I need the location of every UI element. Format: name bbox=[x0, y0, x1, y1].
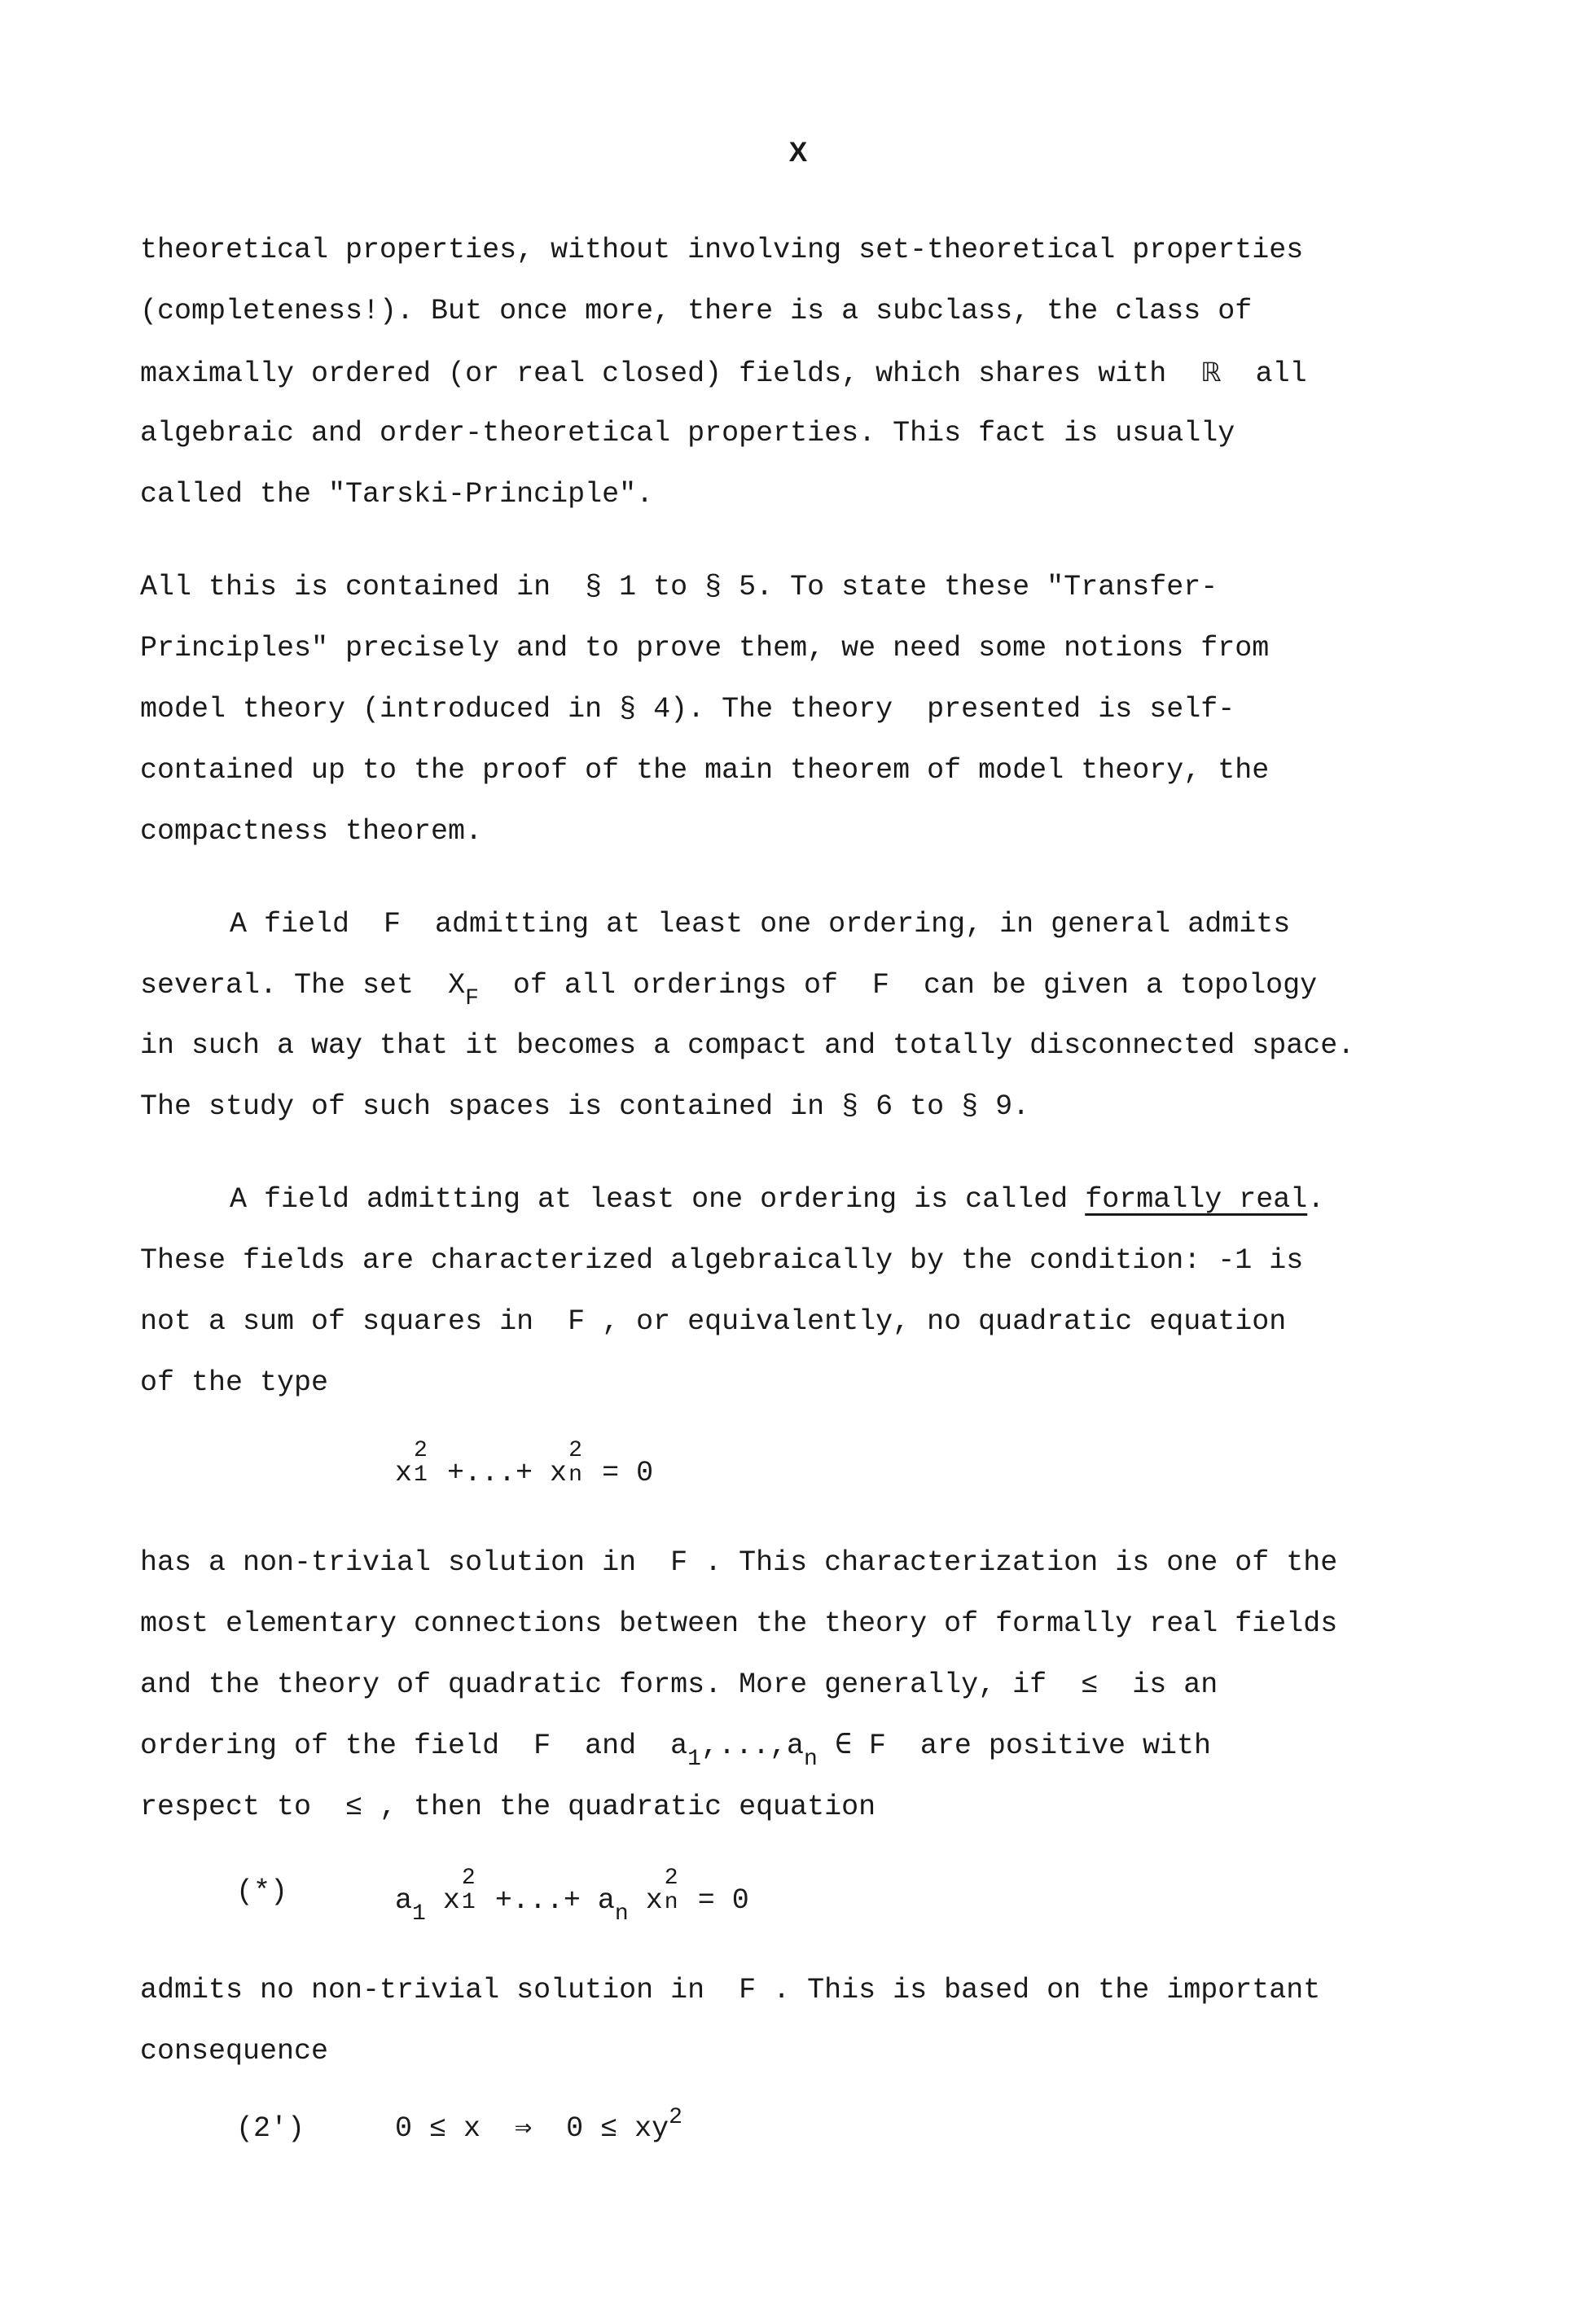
text-line bbox=[140, 1730, 1211, 1772]
text-line: A field admitting at least one ordering is called formally real. bbox=[230, 1183, 1325, 1216]
text-segment: ordering of the field F and bbox=[140, 1730, 637, 1762]
text-line: of the type bbox=[140, 1366, 329, 1399]
emphasis-formally-real: formally real bbox=[1085, 1183, 1308, 1216]
equation-implication: 0 ≤ x ⇒ $0 \le xy^2$ bbox=[395, 2105, 682, 2145]
text-line: not a sum of squares in F , or equivalently, no quadratic equation bbox=[140, 1305, 1287, 1338]
text-line: model theory (introduced in § 4). The theory presented is self- bbox=[140, 693, 1235, 726]
x-sub-f: $X_F$ bbox=[448, 969, 479, 1011]
text-line: All this is contained in § 1 to § 5. To state these "Transfer- bbox=[140, 571, 1218, 603]
text-line: admits no non-trivial solution in F . This is based on the important bbox=[140, 1974, 1321, 2006]
equation-label-2prime: (2') bbox=[236, 2112, 305, 2145]
text-line bbox=[140, 969, 1318, 1011]
equation-weighted-squares: $a_1$ x 2 1 +...+ $a_n$ x 2 n = 0 bbox=[395, 1866, 749, 1927]
text-line: algebraic and order-theoretical properties. This fact is usually bbox=[140, 417, 1235, 449]
text-line: called the "Tarski-Principle". bbox=[140, 478, 654, 511]
text-line: A field F admitting at least one ordering, in general admits bbox=[230, 908, 1291, 941]
text-segment: maximally ordered (or real closed) fields, which shares with bbox=[140, 357, 1167, 390]
text-line: (completeness!). But once more, there is a subclass, the class of bbox=[140, 295, 1253, 327]
text-line: consequence bbox=[140, 2035, 329, 2067]
reals-symbol: ℝ bbox=[1200, 357, 1222, 388]
text-line bbox=[140, 356, 1307, 390]
text-line: theoretical properties, without involving set-theoretical properties bbox=[140, 234, 1304, 266]
text-segment: several. The set bbox=[140, 969, 415, 1002]
text-segment: of all orderings of F can be given a topology bbox=[512, 969, 1318, 1002]
text-line: respect to ≤ , then the quadratic equation bbox=[140, 1791, 876, 1823]
text-segment: all bbox=[1255, 357, 1307, 390]
text-line: and the theory of quadratic forms. More generally, if ≤ is an bbox=[140, 1668, 1218, 1701]
text-line: The study of such spaces is contained in § 6 to § 9. bbox=[140, 1090, 1030, 1123]
equation-label-star: (*) bbox=[236, 1875, 288, 1908]
equation-sum-of-squares: x 2 1 +...+ x 2 n = 0 bbox=[395, 1438, 654, 1489]
text-line: contained up to the proof of the main theorem of model theory, the bbox=[140, 754, 1270, 787]
a1-to-an: $a_1,...,a_n$ ∈ F bbox=[670, 1730, 886, 1772]
text-segment: are positive with bbox=[919, 1730, 1211, 1762]
text-line: most elementary connections between the theory of formally real fields bbox=[140, 1607, 1338, 1640]
text-line: These fields are characterized algebraically by the condition: -1 is bbox=[140, 1244, 1304, 1277]
text-line: Principles" precisely and to prove them, we need some notions from bbox=[140, 632, 1270, 664]
text-line: in such a way that it becomes a compact and totally disconnected space. bbox=[140, 1029, 1355, 1062]
text-line: compactness theorem. bbox=[140, 815, 483, 848]
text-line: has a non-trivial solution in F . This characterization is one of the bbox=[140, 1546, 1338, 1579]
page-number: X bbox=[788, 137, 808, 168]
text-segment: A field admitting at least one ordering is called bbox=[230, 1183, 1069, 1216]
